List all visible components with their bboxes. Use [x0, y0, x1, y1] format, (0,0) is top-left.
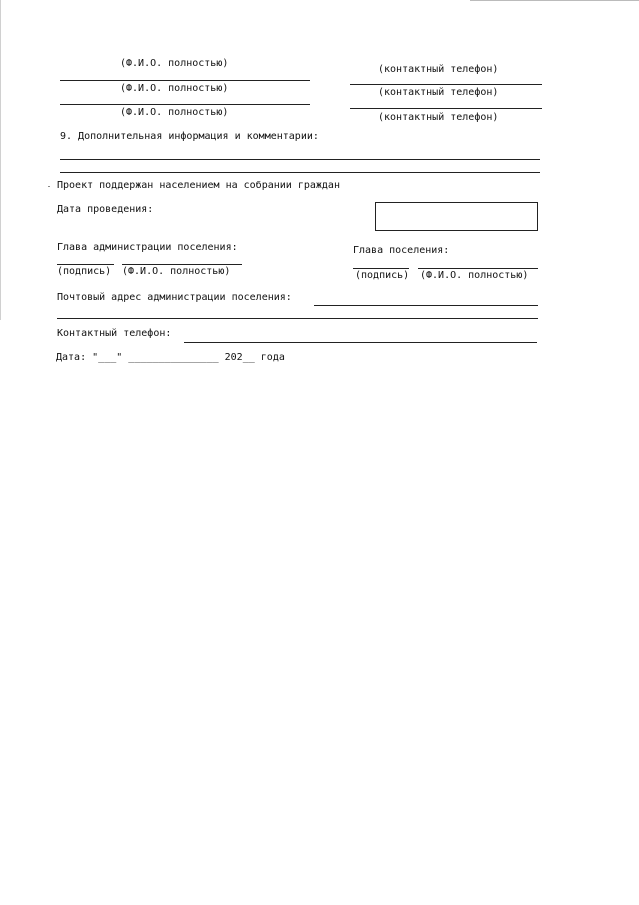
date-day-close: " [116, 352, 123, 363]
date-year-word: года [260, 352, 285, 363]
postal-address-line-1[interactable] [314, 305, 538, 306]
village-name-line[interactable] [418, 268, 538, 269]
comments-line-1[interactable] [60, 159, 540, 160]
contact-phone-line[interactable] [184, 342, 537, 343]
comments-line-2[interactable] [60, 172, 540, 173]
phone-line-2[interactable] [350, 84, 542, 85]
date-year-prefix: 202 [224, 352, 243, 363]
postal-address-line-2[interactable] [57, 318, 538, 319]
support-statement: Проект поддержан населением на собрании граждан [57, 180, 340, 191]
phone-caption-1: (контактный телефон) [378, 64, 499, 75]
admin-name-caption: (Ф.И.О. полностью) [122, 266, 231, 277]
postal-address-label: Почтовый адрес администрации поселения: [57, 292, 292, 303]
date-month-field[interactable]: _______________ [128, 352, 219, 363]
name-caption-3: (Ф.И.О. полностью) [120, 107, 229, 118]
name-line-2[interactable] [60, 80, 310, 81]
village-name-caption: (Ф.И.О. полностью) [420, 270, 529, 281]
village-signature-line[interactable] [353, 268, 409, 269]
name-line-3[interactable] [60, 104, 310, 105]
scan-top-edge [470, 0, 639, 1]
scan-speck [48, 186, 50, 187]
date-day-open: " [92, 352, 99, 363]
name-caption-1: (Ф.И.О. полностью) [120, 58, 229, 69]
section-9-heading: 9. Дополнительная информация и комментарии: [60, 131, 319, 142]
village-sign-caption: (подпись) [355, 270, 410, 281]
admin-name-line[interactable] [122, 264, 242, 265]
date-label: Дата: [56, 352, 87, 363]
date-day-field[interactable]: ___ [98, 352, 117, 363]
village-head-label: Глава поселения: [353, 245, 450, 256]
meeting-date-label: Дата проведения: [57, 204, 154, 215]
date-line [56, 352, 285, 364]
phone-caption-3: (контактный телефон) [378, 112, 499, 123]
date-year-field[interactable]: __ [242, 352, 255, 363]
admin-sign-caption: (подпись) [57, 266, 112, 277]
meeting-date-box[interactable] [375, 202, 538, 231]
contact-phone-label: Контактный телефон: [57, 328, 172, 339]
phone-caption-2: (контактный телефон) [378, 87, 499, 98]
scan-left-edge [0, 0, 1, 320]
name-caption-2: (Ф.И.О. полностью) [120, 83, 229, 94]
phone-line-3[interactable] [350, 108, 542, 109]
admin-head-label: Глава администрации поселения: [57, 242, 238, 253]
admin-signature-line[interactable] [57, 264, 114, 265]
